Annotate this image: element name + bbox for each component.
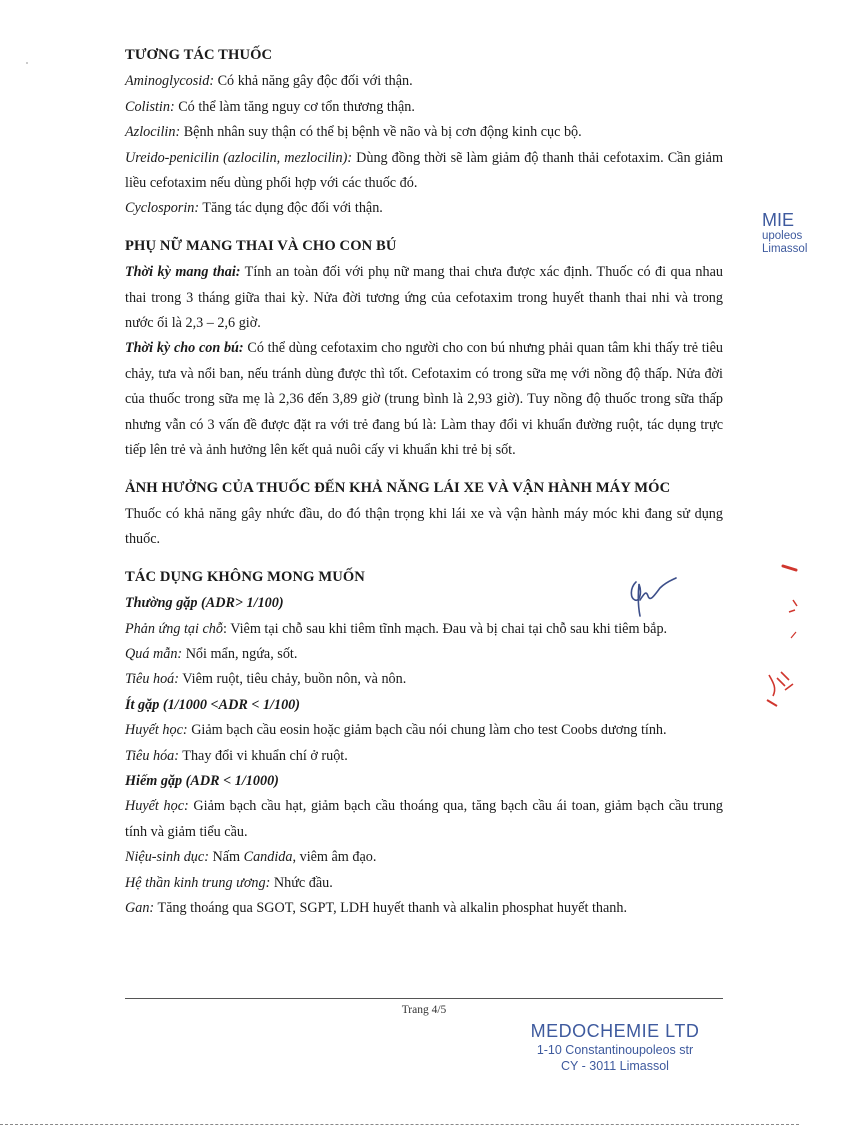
footer-divider [125, 998, 723, 999]
page-number: Trang 4/5 [401, 1004, 447, 1016]
interaction-item: Cyclosporin: Tăng tác dụng độc đối với thận. [125, 200, 383, 217]
signature-mark [626, 574, 682, 620]
company-stamp [515, 1020, 715, 1074]
adverse-item: Hệ thần kinh trung ương: Nhức đầu. [125, 874, 333, 891]
red-stamp-fragment [763, 560, 799, 710]
adverse-item: Huyết học: Giảm bạch cầu hạt, giảm bạch cầu thoáng qua, tăng bạch cầu ái toan, giảm bạch cầu trung tính và giảm tiểu cầu. [125, 798, 724, 840]
pregnancy-item: Thời kỳ mang thai: Tính an toàn đối với phụ nữ mang thai chưa được xác định. Thuốc có đi qua nhau thai trong 3 tháng giữa thai kỳ. Nửa đời tương ứng của cefotaxim trong huyết thanh thai nhi và trong nước ối là 2,3 – 2,6 giờ. [125, 264, 723, 332]
edge-stamp-fragment: MIE upoleos Limassol [762, 210, 808, 255]
breastfeeding-item: Thời kỳ cho con bú: Có thể dùng cefotaxim cho người cho con bú nhưng phải quan tâm khi thấy trẻ tiêu chảy, tưa và nổi ban, nếu tránh dùng được thì tốt. Cefotaxim có trong sữa mẹ với nồng độ thấp. Nửa đời của thuốc trong sữa mẹ là 2,36 đến 3,89 giờ (trung bình là 2,93 giờ). Tuy nồng độ thuốc trong sữa thấp nhưng vẫn có 3 vấn đề được đặt ra với trẻ đang bú là: Làm thay đổi vi khuẩn đường ruột, tác dụng trực tiếp lên trẻ và ảnh hưởng lên kết quả nuôi cấy vi khuẩn khi trẻ bị sốt. [125, 340, 723, 459]
interaction-item: Ureido-penicilin (azlocilin, mezlocilin): Dùng đồng thời sẽ làm giảm độ thanh thải cefotaxim. Cần giảm liều cefotaxim nếu dùng phối hợp với các thuốc đó. [125, 149, 723, 192]
interaction-item: Aminoglycosid: Có khả năng gây độc đối với thận. [125, 73, 413, 90]
adverse-heading: TÁC DỤNG KHÔNG MONG MUỐN [125, 568, 365, 585]
adverse-item: Gan: Tăng thoáng qua SGOT, SGPT, LDH huyết thanh và alkalin phosphat huyết thanh. [125, 900, 628, 916]
adverse-item: Niệu-sinh dục: Nấm Candida, viêm âm đạo. [125, 849, 377, 866]
driving-text: Thuốc có khả năng gây nhức đầu, do đó thận trọng khi lái xe và vận hành máy móc khi đang sử dụng thuốc. [125, 505, 723, 548]
interaction-item: Colistin: Có thể làm tăng nguy cơ tổn thương thận. [125, 98, 415, 115]
adverse-item: Tiêu hóa: Thay đổi vi khuẩn chí ở ruột. [125, 747, 348, 764]
driving-heading: ẢNH HƯỞNG CỦA THUỐC ĐẾN KHẢ NĂNG LÁI XE VÀ VẬN HÀNH MÁY MÓC [125, 479, 671, 496]
pregnancy-heading: PHỤ NỮ MANG THAI VÀ CHO CON BÚ [125, 237, 397, 254]
adverse-frequency-rare: Hiếm gặp (ADR < 1/1000) [125, 772, 279, 789]
adverse-item: Huyết học: Giảm bạch cầu eosin hoặc giảm bạch cầu nói chung làm cho test Coobs dương tính. [125, 722, 667, 739]
interactions-heading: TƯƠNG TÁC THUỐC [125, 47, 273, 63]
adverse-frequency-uncommon: Ít gặp (1/1000 <ADR < 1/100) [125, 696, 300, 713]
stamp-address: 1-10 Constantinoupoleos str [536, 1043, 694, 1057]
adverse-item: Tiêu hoá: Viêm ruột, tiêu chảy, buồn nôn, và nôn. [125, 671, 407, 688]
document-body [125, 43, 723, 921]
scan-edge-line [0, 1124, 799, 1125]
adverse-item: Phản ứng tại chỗ: Viêm tại chỗ sau khi tiêm tĩnh mạch. Đau và bị chai tại chỗ sau khi tiêm bắp. [125, 620, 668, 637]
interaction-item: Azlocilin: Bệnh nhân suy thận có thể bị bệnh về não và bị cơn động kinh cục bộ. [125, 124, 582, 141]
adverse-item: Quá mẫn: Nổi mẩn, ngứa, sốt. [125, 645, 298, 662]
scan-artifact [26, 62, 28, 64]
stamp-city: CY - 3011 Limassol [561, 1059, 669, 1073]
adverse-frequency-common: Thường gặp (ADR> 1/100) [125, 595, 284, 612]
stamp-company: MEDOCHEMIE LTD [530, 1021, 700, 1041]
